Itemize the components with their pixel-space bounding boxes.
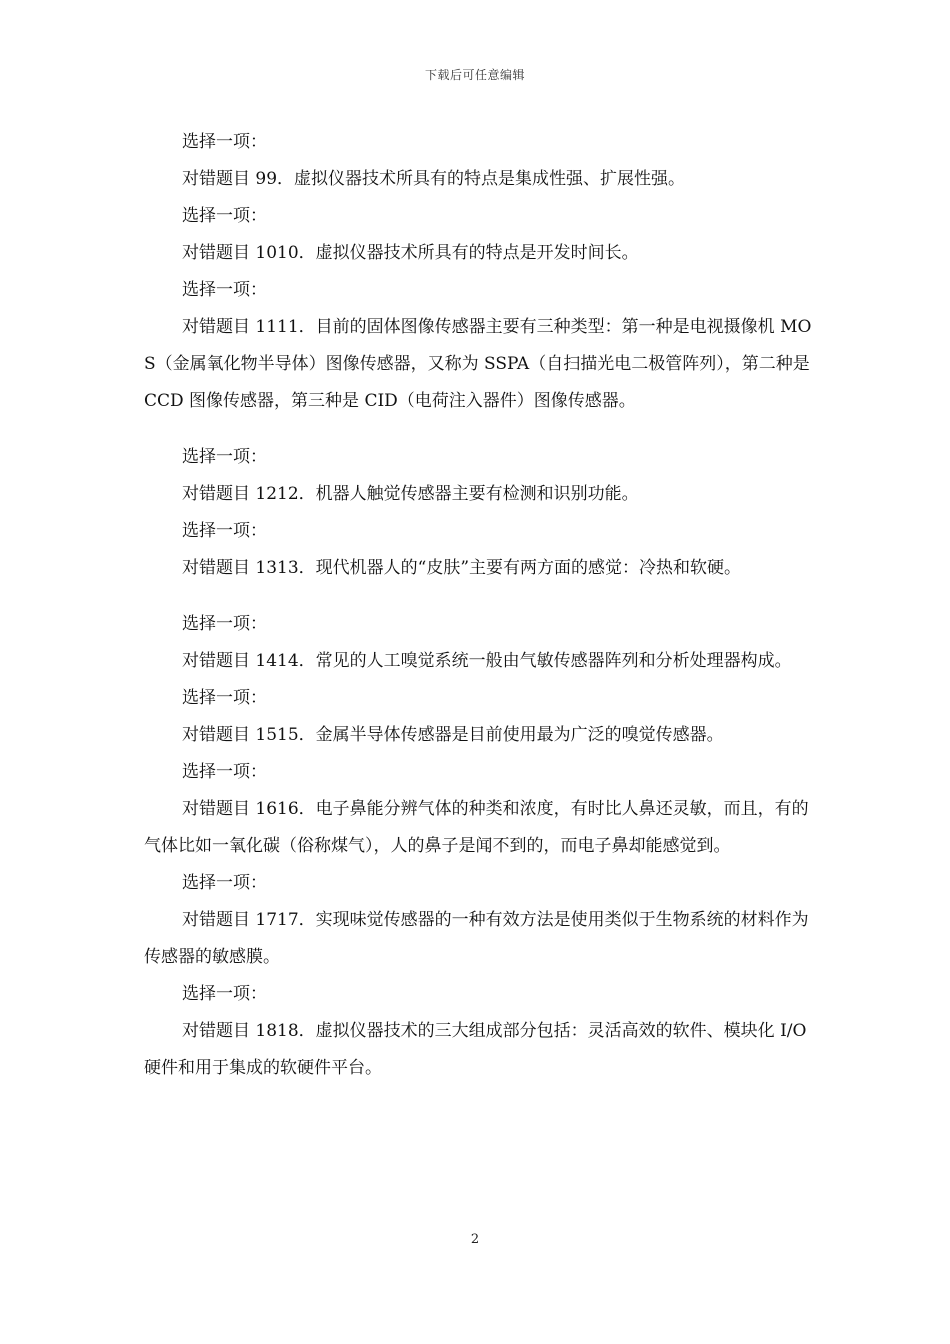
question-text: 对错题目 1717．实现味觉传感器的一种有效方法是使用类似于生物系统的材料作为传感器的敏感膜。 bbox=[144, 910, 809, 967]
option-prompt: 选择一项： bbox=[182, 762, 267, 782]
question-text: 对错题目 1818．虚拟仪器技术的三大组成部分包括：灵活高效的软件、模块化 I/O 硬件和用于集成的软硬件平台。 bbox=[144, 1021, 807, 1078]
option-prompt: 选择一项： bbox=[182, 447, 267, 467]
question-text: 对错题目 1414．常见的人工嗅觉系统一般由气敏传感器阵列和分析处理器构成。 bbox=[182, 651, 792, 671]
page-header: 下载后可任意编辑 bbox=[424, 68, 525, 82]
question-text: 对错题目 1616．电子鼻能分辨气体的种类和浓度，有时比人鼻还灵敏，而且，有的气体比如一氧化碳（俗称煤气），人的鼻子是闻不到的，而电子鼻却能感觉到。 bbox=[144, 799, 809, 856]
option-prompt: 选择一项： bbox=[182, 984, 267, 1004]
option-prompt: 选择一项： bbox=[182, 280, 267, 300]
option-prompt: 选择一项： bbox=[182, 132, 267, 152]
option-prompt: 选择一项： bbox=[182, 688, 267, 708]
document-body bbox=[144, 124, 822, 1087]
question-text: 对错题目 1111．目前的固体图像传感器主要有三种类型：第一种是电视摄像机 MOS（金属氧化物半导体）图像传感器，又称为 SSPA（自扫描光电二极管阵列），第二种是 CCD 图像传感器，第三种是 CID（电荷注入器件）图像传感器。 bbox=[144, 317, 812, 411]
question-text: 对错题目 99．虚拟仪器技术所具有的特点是集成性强、扩展性强。 bbox=[182, 169, 686, 189]
question-text: 对错题目 1313．现代机器人的“皮肤”主要有两方面的感觉：冷热和软硬。 bbox=[182, 558, 742, 578]
question-text: 对错题目 1010．虚拟仪器技术所具有的特点是开发时间长。 bbox=[182, 243, 639, 263]
question-text: 对错题目 1515．金属半导体传感器是目前使用最为广泛的嗅觉传感器。 bbox=[182, 725, 724, 745]
option-prompt: 选择一项： bbox=[182, 873, 267, 893]
question-text: 对错题目 1212．机器人触觉传感器主要有检测和识别功能。 bbox=[182, 484, 639, 504]
option-prompt: 选择一项： bbox=[182, 614, 267, 634]
option-prompt: 选择一项： bbox=[182, 521, 267, 541]
page-number: 2 bbox=[470, 1232, 480, 1247]
option-prompt: 选择一项： bbox=[182, 206, 267, 226]
